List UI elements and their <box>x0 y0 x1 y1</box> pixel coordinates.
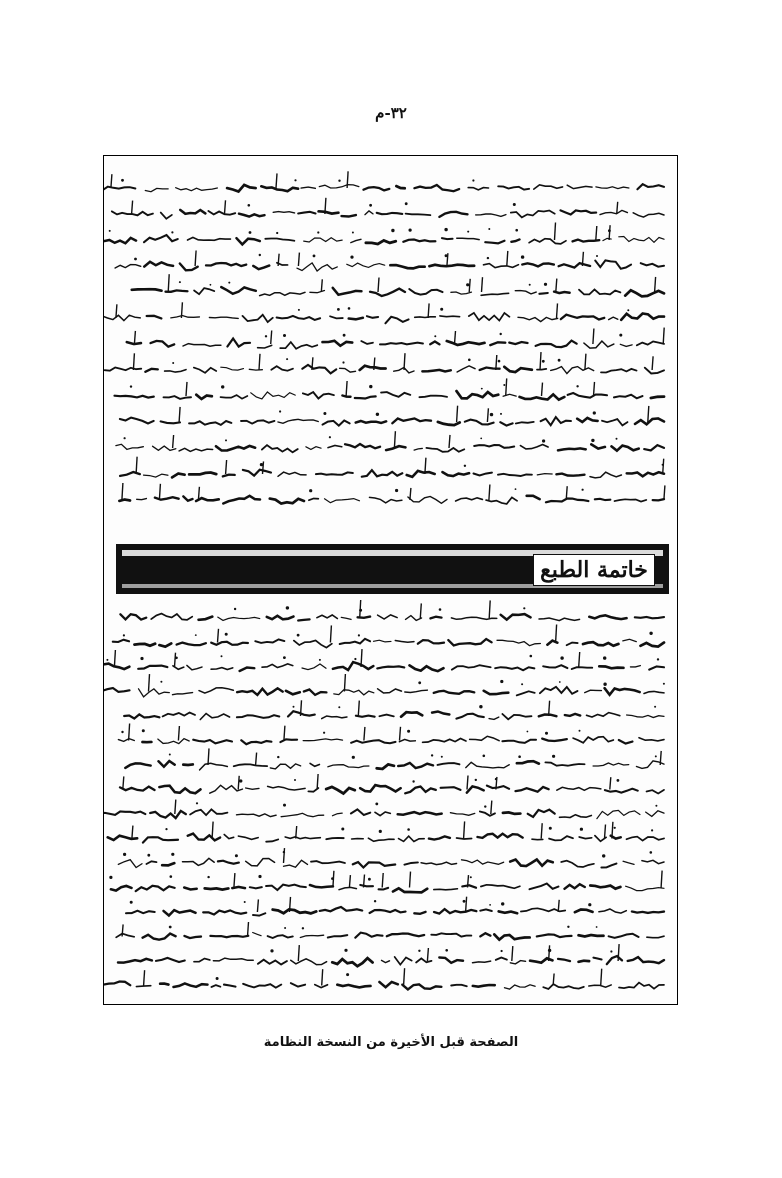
manuscript-heading: خاتمة الطبع <box>533 554 655 586</box>
heading-band <box>116 544 669 594</box>
page-number: ٣٢-م <box>375 104 407 122</box>
manuscript-page-image <box>103 155 678 1005</box>
figure-caption: الصفحة قبل الأخيرة من النسخة النظامة <box>263 1035 519 1050</box>
